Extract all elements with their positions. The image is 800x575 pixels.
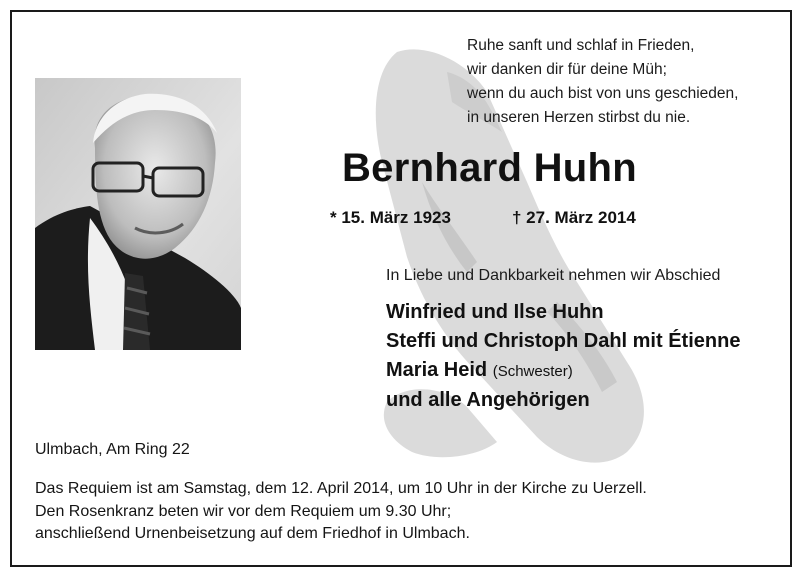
detail-line: Den Rosenkranz beten wir vor dem Requiem um 9.30 Uhr;: [35, 502, 452, 520]
death-date: † 27. März 2014: [512, 208, 636, 227]
mourner-entry: [386, 327, 740, 356]
service-details: [35, 478, 647, 546]
poem-line: in unseren Herzen stirbst du nie.: [467, 109, 691, 126]
mourner-name: Maria Heid: [386, 359, 488, 381]
poem: [467, 34, 787, 130]
poem-line: wenn du auch bist von uns geschieden,: [467, 85, 739, 102]
poem-line: Ruhe sanft und schlaf in Frieden,: [467, 37, 695, 54]
farewell-text: In Liebe und Dankbarkeit nehmen wir Abschied: [386, 267, 721, 284]
detail-line: anschließend Urnenbeisetzung auf dem Friedhof in Ulmbach.: [35, 525, 470, 542]
mourner-name: Winfried und Ilse Huhn: [386, 301, 604, 323]
poem-line: wir danken dir für deine Müh;: [467, 61, 667, 78]
deceased-name: Bernhard Huhn: [342, 146, 638, 190]
mourner-name: Steffi und Christoph Dahl mit Étienne: [386, 330, 741, 352]
birth-date: * 15. März 1923: [330, 208, 451, 227]
detail-line: Das Requiem ist am Samstag, dem 12. April 2014, um 10 Uhr in der Kirche zu Uerzell.: [35, 480, 647, 497]
address: Ulmbach, Am Ring 22: [35, 441, 190, 458]
mourner-entry: [386, 356, 740, 386]
mourner-relation: (Schwester): [492, 363, 573, 380]
mourner-name: und alle Angehörigen: [386, 389, 590, 411]
mourners-list: [386, 298, 740, 415]
mourner-entry: [386, 298, 740, 327]
mourner-entry: [386, 386, 740, 415]
obituary-notice: [10, 10, 792, 567]
portrait-photo: [35, 78, 241, 350]
